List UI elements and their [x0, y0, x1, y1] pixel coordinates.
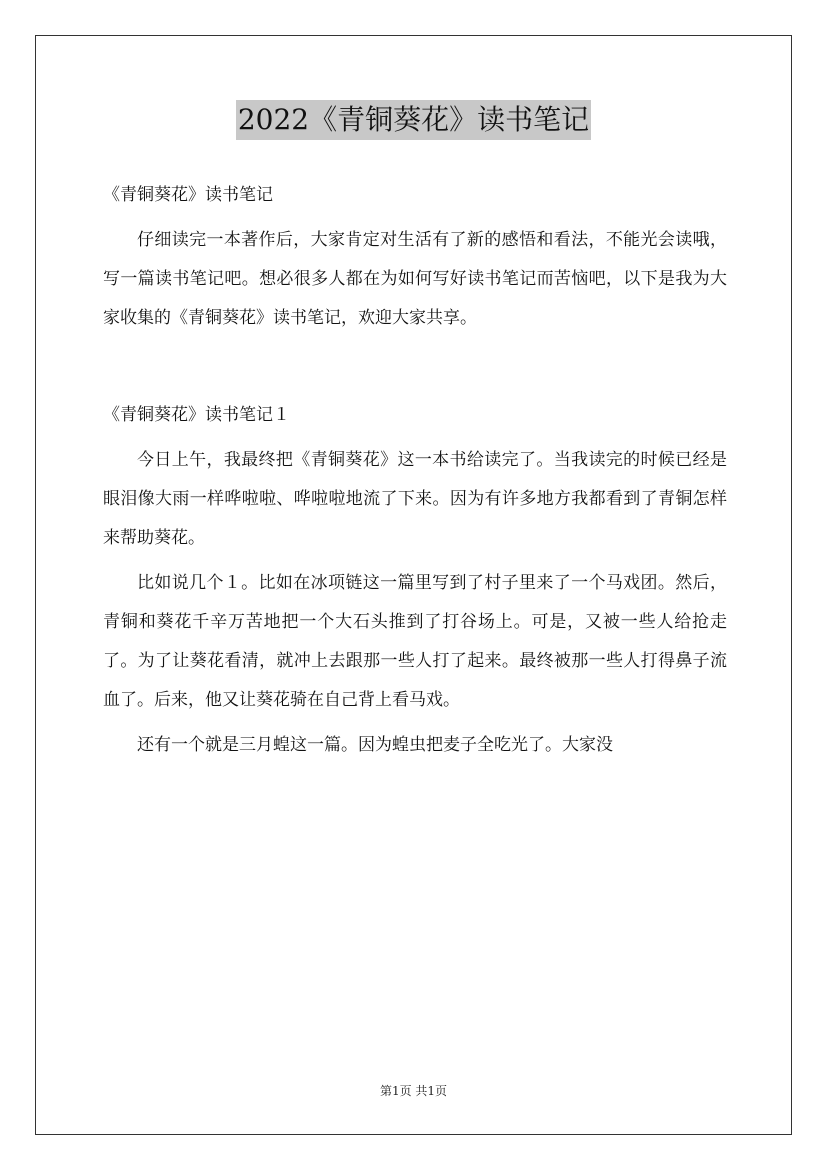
document-title: 2022《青铜葵花》读书笔记: [236, 100, 591, 140]
section-paragraph: 比如说几个１。比如在冰项链这一篇里写到了村子里来了一个马戏团。然后，青铜和葵花千辛万苦地把一个大石头推到了打谷场上。可是，又被一些人给抢走了。为了让葵花看清，就冲上去跟那一些人打了起来。最终被那一些人打得鼻子流血了。后来，他又让葵花骑在自己背上看马戏。: [103, 573, 727, 710]
section-paragraph: 还有一个就是三月蝗这一篇。因为蝗虫把麦子全吃光了。大家没: [137, 735, 613, 755]
page-number: 第1页 共1页: [379, 1084, 448, 1098]
section-paragraph: 今日上午，我最终把《青铜葵花》这一本书给读完了。当我读完的时候已经是眼泪像大雨一样哗啦啦、哗啦啦地流了下来。因为有许多地方我都看到了青铜怎样来帮助葵花。: [103, 450, 727, 548]
intro-paragraph: 仔细读完一本著作后，大家肯定对生活有了新的感悟和看法，不能光会读哦，写一篇读书笔记吧。想必很多人都在为如何写好读书笔记而苦恼吧，以下是我为大家收集的《青铜葵花》读书笔记，欢迎大家共享。: [103, 230, 727, 328]
title-container: [0, 100, 827, 140]
page-footer: [0, 1082, 827, 1099]
section-heading: 《青铜葵花》读书笔记１: [103, 405, 290, 425]
document-body: [103, 176, 727, 765]
intro-heading: 《青铜葵花》读书笔记: [103, 185, 273, 205]
